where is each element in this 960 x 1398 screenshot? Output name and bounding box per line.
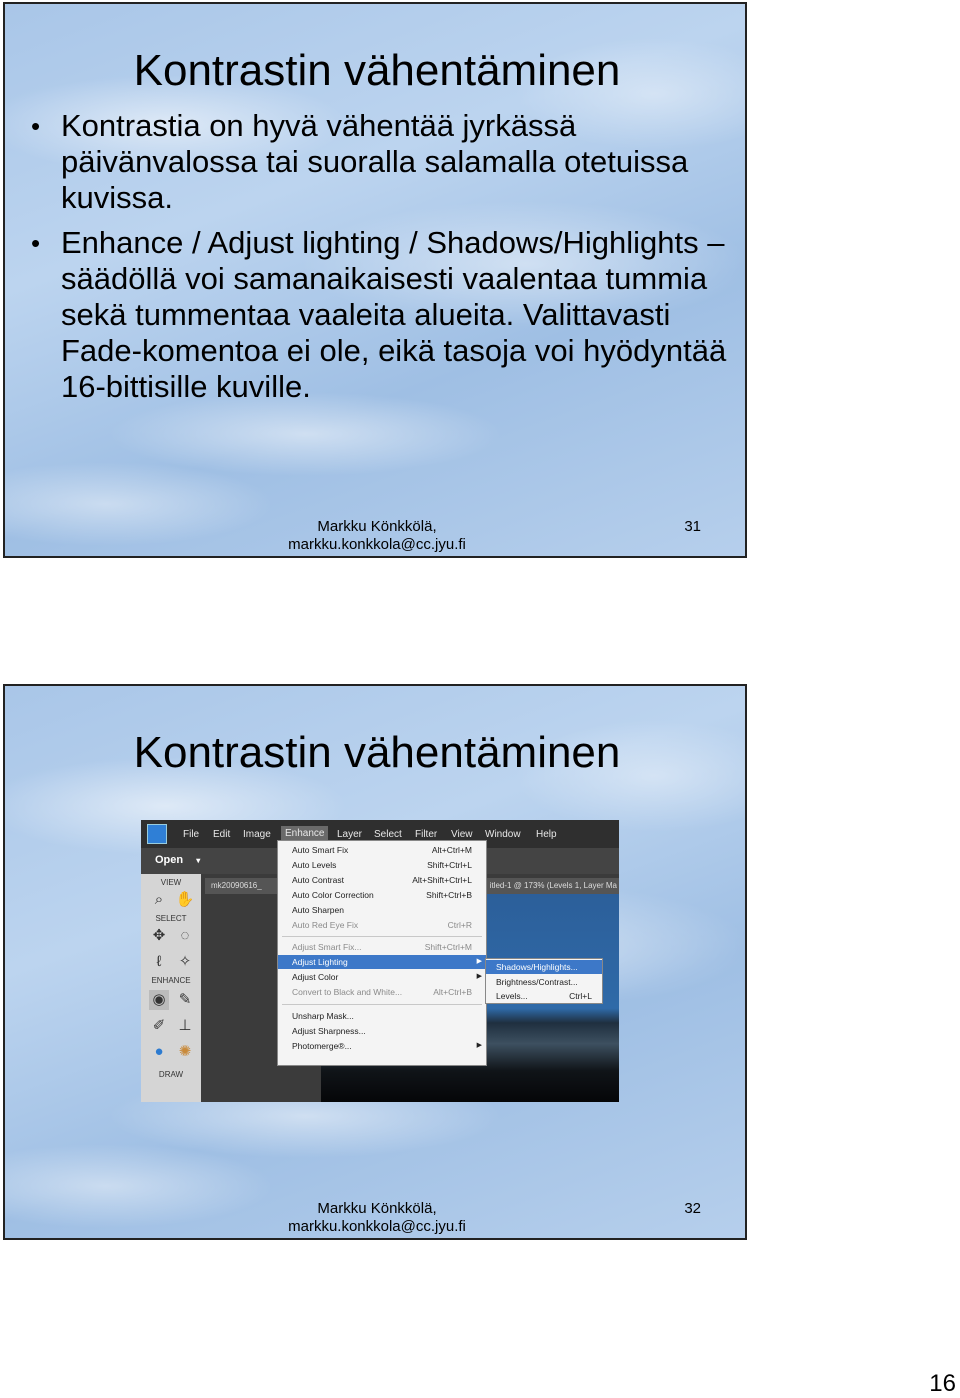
move-icon[interactable]: ✥ — [152, 927, 166, 944]
menu-option[interactable]: Photomerge®... ▶ — [292, 1041, 482, 1051]
bullet-list — [27, 108, 727, 414]
menu-option[interactable]: Adjust Sharpness... — [292, 1026, 366, 1036]
open-button[interactable]: Open ▾ — [155, 854, 201, 866]
bullet-item: • Kontrastia on hyvä vähentää jyrkässä päivänvalossa tai suoralla salamalla otetuissa kuvissa. — [27, 108, 727, 216]
slide-32 — [3, 684, 747, 1240]
menu-option[interactable]: Convert to Black and White... Alt+Ctrl+B — [292, 987, 472, 997]
menu-option[interactable]: Auto Contrast Alt+Shift+Ctrl+L — [292, 875, 472, 885]
slide-number: 31 — [684, 518, 701, 535]
menu-option[interactable]: Levels... Ctrl+L — [496, 991, 592, 1001]
smart-brush-icon[interactable]: ✐ — [152, 1017, 166, 1034]
draw-section-label: DRAW — [158, 1070, 184, 1079]
menu-edit[interactable]: Edit — [213, 829, 231, 840]
menu-select[interactable]: Select — [374, 829, 402, 840]
sponge-icon[interactable]: ✺ — [178, 1043, 192, 1060]
submenu-arrow-icon: ▶ — [476, 1042, 482, 1049]
blur-drop-icon[interactable]: ● — [154, 1043, 164, 1060]
select-section-label: SELECT — [155, 914, 187, 923]
app-screenshot — [141, 820, 619, 1102]
slide-title: Kontrastin vähentäminen — [133, 728, 621, 777]
magic-wand-icon[interactable]: ✧ — [178, 953, 192, 970]
submenu-arrow-icon: ▶ — [476, 973, 482, 980]
menu-layer[interactable]: Layer — [337, 829, 363, 840]
menu-view[interactable]: View — [451, 829, 473, 840]
menu-window[interactable]: Window — [485, 829, 521, 840]
brush-fix-icon[interactable]: ✎ — [178, 991, 192, 1008]
hand-icon[interactable]: ✋ — [175, 891, 195, 908]
menu-option[interactable]: Auto Sharpen — [292, 905, 344, 915]
slide-title: Kontrastin vähentäminen — [133, 46, 621, 95]
adjust-lighting-submenu — [485, 958, 603, 1004]
doc-tab-title: itled-1 @ 173% (Levels 1, Layer Ma — [489, 881, 617, 890]
menu-option-adjust-lighting[interactable]: Adjust Lighting ▶ — [278, 955, 486, 969]
enhance-menu — [277, 840, 487, 1066]
menu-option[interactable]: Auto Red Eye Fix Ctrl+R — [292, 920, 472, 930]
marquee-icon[interactable]: ◌ — [180, 927, 190, 944]
menu-separator — [282, 936, 482, 937]
menu-option[interactable]: Adjust Color ▶ — [292, 972, 482, 982]
menu-option[interactable]: Brightness/Contrast... — [496, 977, 578, 987]
author-name: Markku Könkkölä, — [317, 1200, 437, 1217]
menu-filter[interactable]: Filter — [415, 829, 438, 840]
menu-option[interactable]: Auto Levels Shift+Ctrl+L — [292, 860, 472, 870]
menu-option[interactable]: Adjust Smart Fix... Shift+Ctrl+M — [292, 942, 472, 952]
submenu-arrow-icon: ▶ — [476, 958, 482, 965]
red-eye-icon[interactable]: ◉ — [149, 990, 169, 1010]
menu-option[interactable]: Auto Color Correction Shift+Ctrl+B — [292, 890, 472, 900]
lasso-icon[interactable]: ℓ — [156, 953, 162, 970]
slide-footer — [5, 1200, 747, 1236]
view-section-label: VIEW — [160, 878, 182, 887]
menu-option[interactable]: Auto Smart Fix Alt+Ctrl+M — [292, 845, 472, 855]
author-name: Markku Könkkölä, — [317, 518, 437, 535]
menu-image[interactable]: Image — [243, 829, 271, 840]
slide-footer — [5, 518, 747, 554]
doc-tab-name: mk20090616_ — [211, 881, 262, 890]
tools-panel — [141, 874, 201, 1102]
menu-option[interactable]: Unsharp Mask... — [292, 1011, 354, 1021]
menu-file[interactable]: File — [183, 829, 200, 840]
menu-option-shadows-highlights[interactable]: Shadows/Highlights... — [486, 960, 602, 974]
slide-number: 32 — [684, 1200, 701, 1217]
enhance-section-label: ENHANCE — [151, 976, 191, 985]
zoom-icon[interactable]: ⌕ — [154, 891, 164, 908]
bullet-item: • Enhance / Adjust lighting / Shadows/Highlights –säädöllä voi samanaikaisesti vaalentaa tummia sekä tummentaa vaaleita alueita. Valittavasti Fade-komentoa ei ole, eikä tasoja voi hyödyntää 16-bittisille kuville. — [27, 225, 727, 405]
menu-enhance[interactable]: Enhance — [281, 826, 328, 841]
sheet-page-number: 16 — [929, 1370, 956, 1397]
slide-31 — [3, 2, 747, 558]
author-email: markku.konkkola@cc.jyu.fi — [288, 536, 466, 553]
author-email: markku.konkkola@cc.jyu.fi — [288, 1218, 466, 1235]
menu-help[interactable]: Help — [536, 829, 557, 840]
chevron-down-icon: ▾ — [196, 856, 201, 865]
app-logo-icon — [147, 824, 167, 844]
stamp-icon[interactable]: ⊥ — [178, 1017, 192, 1034]
menu-separator — [282, 1004, 482, 1005]
